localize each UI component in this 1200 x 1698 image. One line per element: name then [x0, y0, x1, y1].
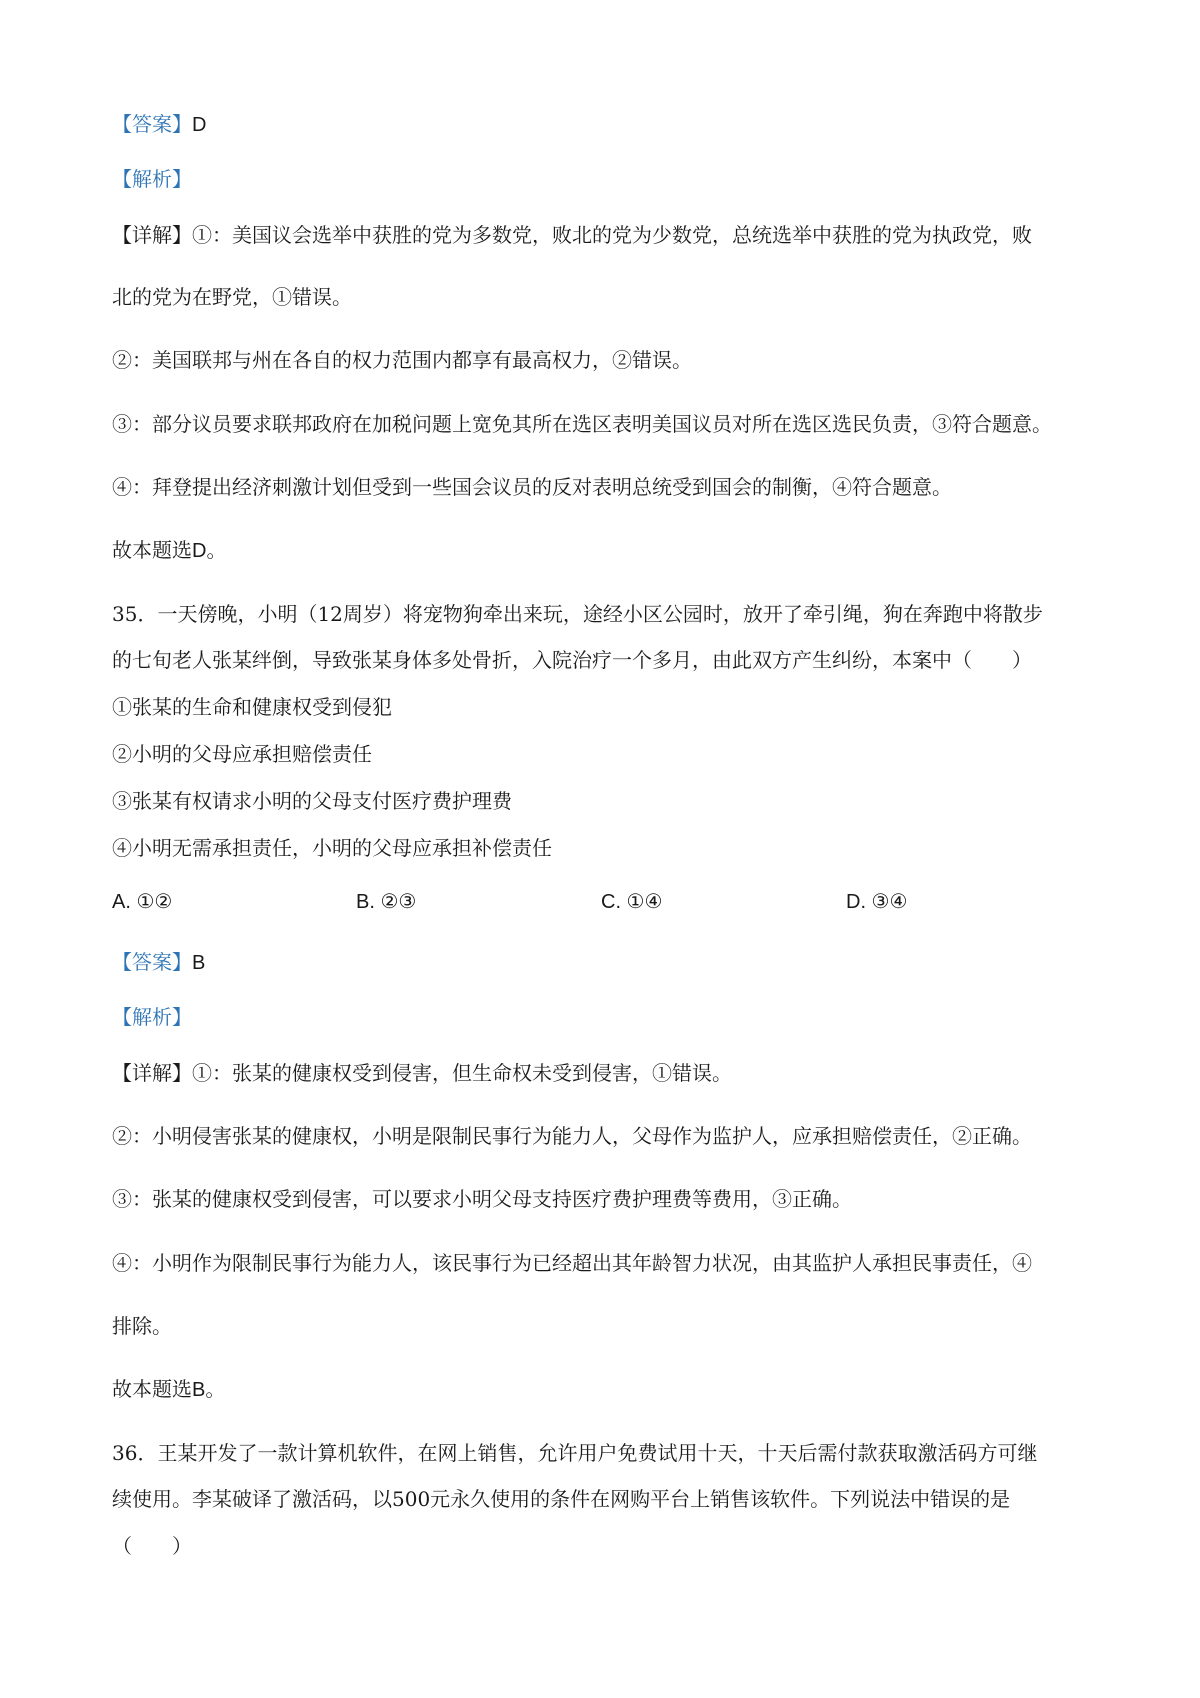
q35-detail-line-4: ④：小明作为限制民事行为能力人，该民事行为已经超出其年龄智力状况，由其监护人承担民事责任，④ [112, 1251, 1032, 1275]
analysis-tag: 【解析】 [112, 1005, 192, 1029]
q34-detail-line-2: 北的党为在野党，①错误。 [112, 285, 352, 309]
q34-answer-line [112, 110, 206, 139]
q36-stem-line-2: 续使用。李某破译了激活码，以500元永久使用的条件在网购平台上销售该软件。下列说法中错误的是 [112, 1487, 1011, 1511]
q35-statement-4: ④小明无需承担责任，小明的父母应承担补偿责任 [112, 836, 552, 860]
q35-detail-line-2: ②：小明侵害张某的健康权，小明是限制民事行为能力人，父母作为监护人，应承担赔偿责任，②正确。 [112, 1124, 1032, 1148]
q36-stem-line-3: （ ） [112, 1534, 192, 1558]
answer-tag: 【答案】 [112, 112, 192, 136]
q34-detail-line-5: ④：拜登提出经济刺激计划但受到一些国会议员的反对表明总统受到国会的制衡，④符合题意。 [112, 475, 952, 499]
option-d[interactable]: D. ③④ [846, 891, 908, 913]
q35-answer-line [112, 948, 205, 977]
option-b[interactable]: B. ②③ [356, 891, 417, 913]
q34-detail-line-1: 【详解】①：美国议会选举中获胜的党为多数党，败北的党为少数党，总统选举中获胜的党为执政党，败 [112, 223, 1032, 247]
analysis-tag: 【解析】 [112, 167, 192, 191]
q35-statement-1: ①张某的生命和健康权受到侵犯 [112, 695, 392, 719]
q34-conclusion: 故本题选D。 [112, 538, 227, 562]
option-c[interactable]: C. ①④ [601, 891, 663, 913]
q35-statement-2: ②小明的父母应承担赔偿责任 [112, 742, 372, 766]
q35-detail-line-3: ③：张某的健康权受到侵害，可以要求小明父母支持医疗费护理费等费用，③正确。 [112, 1187, 852, 1211]
q35-stem-line-1: 35．一天傍晚，小明（12周岁）将宠物狗牵出来玩，途经小区公园时，放开了牵引绳，狗在奔跑中将散步 [112, 602, 1043, 626]
q35-detail-line-1: 【详解】①：张某的健康权受到侵害，但生命权未受到侵害，①错误。 [112, 1061, 732, 1085]
q35-statement-3: ③张某有权请求小明的父母支付医疗费护理费 [112, 789, 512, 813]
answer-value: D [192, 114, 207, 136]
q35-conclusion: 故本题选B。 [112, 1377, 226, 1401]
q35-detail-line-5: 排除。 [112, 1314, 172, 1338]
detail-tag: 【详解】 [112, 223, 192, 247]
answer-value: B [192, 952, 206, 974]
q36-stem-line-1: 36．王某开发了一款计算机软件，在网上销售，允许用户免费试用十天，十天后需付款获取激活码方可继 [112, 1441, 1038, 1465]
option-a[interactable]: A. ①② [112, 891, 173, 913]
q35-stem-line-2: 的七旬老人张某绊倒，导致张某身体多处骨折，入院治疗一个多月，由此双方产生纠纷，本案中（ ） [112, 648, 1032, 672]
detail-tag: 【详解】 [112, 1061, 192, 1085]
q34-detail-line-3: ②：美国联邦与州在各自的权力范围内都享有最高权力，②错误。 [112, 348, 692, 372]
q34-detail-line-4: ③：部分议员要求联邦政府在加税问题上宽免其所在选区表明美国议员对所在选区选民负责，③符合题意。 [112, 412, 1052, 436]
answer-tag: 【答案】 [112, 950, 192, 974]
